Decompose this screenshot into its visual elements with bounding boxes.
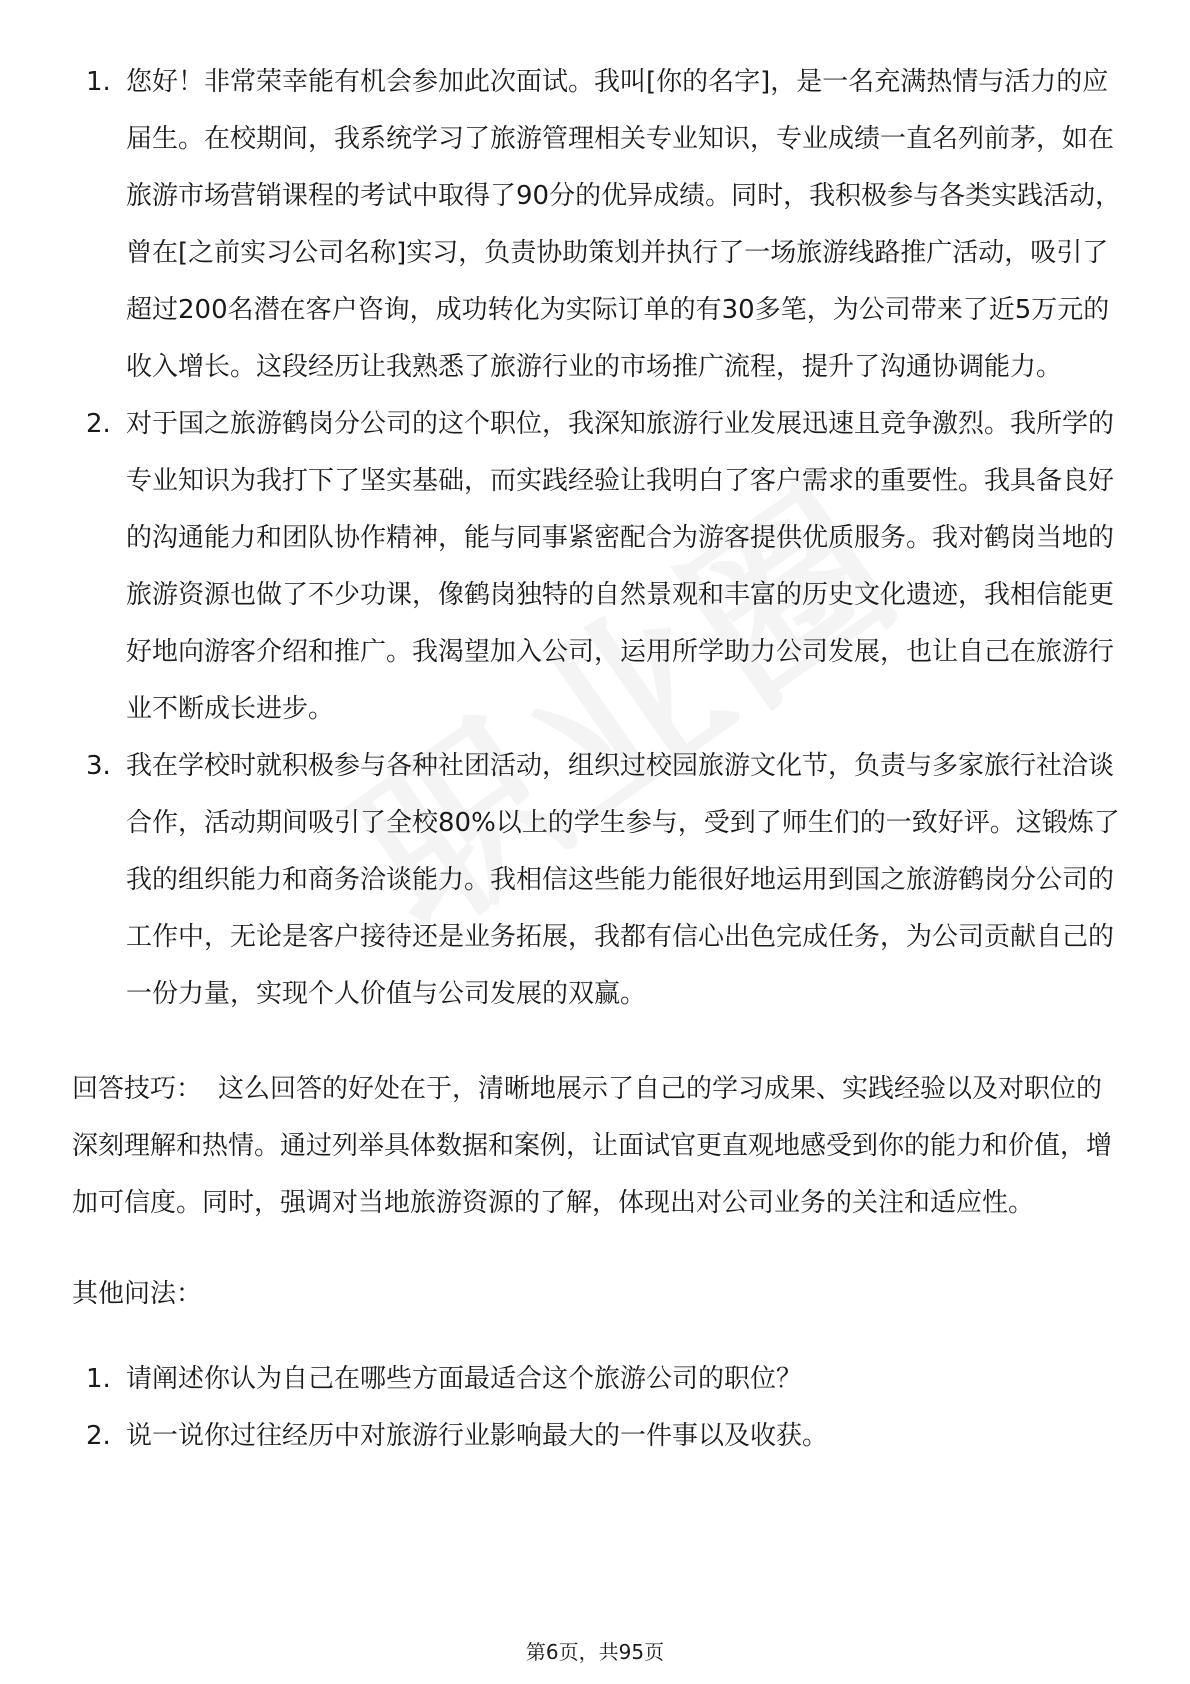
other-questions-title: 其他问法： (72, 1279, 203, 1309)
answer-number: 1. (86, 67, 111, 97)
other-question-number: 2. (86, 1421, 111, 1451)
answer-text: 我在学校时就积极参与各种社团活动，组织过校园旅游文化节，负责与多家旅行社洽谈合作，活动期间吸引了全校80%以上的学生参与，受到了师生们的一致好评。这锻炼了我的组织能力和商务洽谈能力。我相信这些能力能很好地运用到国之旅游鹤岗分公司的工作中，无论是客户接待还是业务拓展，我都有信心出色完成任务，为公司贡献自己的一份力量，实现个人价值与公司发展的双赢。 (126, 751, 1120, 1009)
tips-label: 回答技巧： (72, 1074, 203, 1104)
tips-text: 这么回答的好处在于，清晰地展示了自己的学习成果、实践经验以及对职位的深刻理解和热情。通过列举具体数据和案例，让面试官更直观地感受到你的能力和价值，增加可信度。同时，强调对当地旅游资源的了解，体现出对公司业务的关注和适应性。 (72, 1074, 1113, 1218)
answer-number: 3. (86, 751, 111, 781)
answer-tips (72, 1061, 1122, 1232)
answer-item (72, 396, 1122, 738)
other-question-text: 请阐述你认为自己在哪些方面最适合这个旅游公司的职位？ (126, 1364, 803, 1394)
document-content (72, 54, 1122, 1465)
other-question-item (72, 1408, 1122, 1465)
answer-number: 2. (86, 409, 111, 439)
other-question-number: 1. (86, 1364, 111, 1394)
answer-item (72, 54, 1122, 396)
answer-text: 对于国之旅游鹤岗分公司的这个职位，我深知旅游行业发展迅速且竞争激烈。我所学的专业知识为我打下了坚实基础，而实践经验让我明白了客户需求的重要性。我具备良好的沟通能力和团队协作精神，能与同事紧密配合为游客提供优质服务。我对鹤岗当地的旅游资源也做了不少功课，像鹤岗独特的自然景观和丰富的历史文化遗迹，我相信能更好地向游客介绍和推广。我渴望加入公司，运用所学助力公司发展，也让自己在旅游行业不断成长进步。 (126, 409, 1115, 724)
other-questions-list (72, 1351, 1122, 1465)
answer-list (72, 54, 1122, 1023)
other-question-item (72, 1351, 1122, 1408)
other-question-text: 说一说你过往经历中对旅游行业影响最大的一件事以及收获。 (126, 1421, 829, 1451)
answer-text: 您好！非常荣幸能有机会参加此次面试。我叫[你的名字]，是一名充满热情与活力的应届生。在校期间，我系统学习了旅游管理相关专业知识，专业成绩一直名列前茅，如在旅游市场营销课程的考试中取得了90分的优异成绩。同时，我积极参与各类实践活动，曾在[之前实习公司名称]实习，负责协助策划并执行了一场旅游线路推广活动，吸引了超过200名潜在客户咨询，成功转化为实际订单的有30多笔，为公司带来了近5万元的收入增长。这段经历让我熟悉了旅游行业的市场推广流程，提升了沟通协调能力。 (126, 67, 1122, 382)
page-footer: 第6页，共95页 (525, 1640, 665, 1664)
answer-item (72, 738, 1122, 1023)
